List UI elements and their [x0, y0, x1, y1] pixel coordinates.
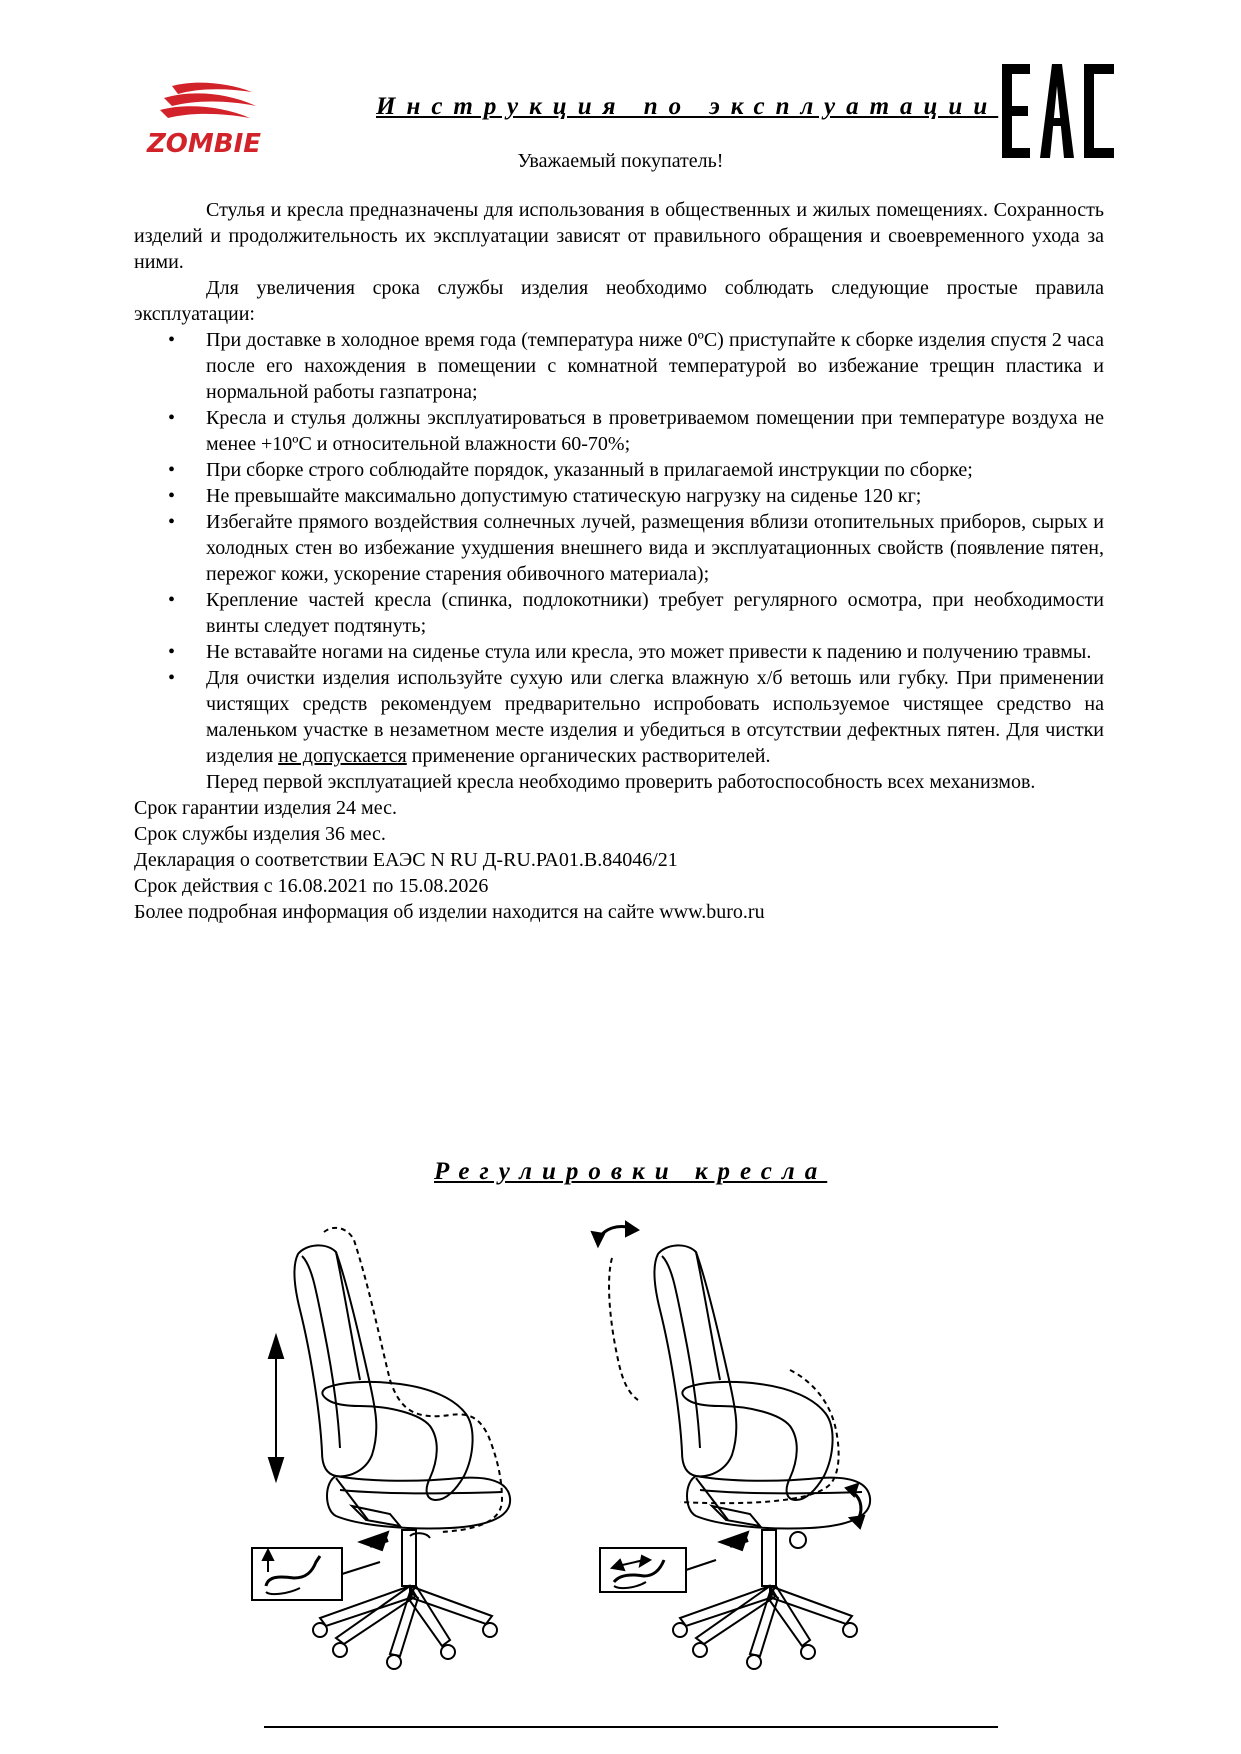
rule-item: • Не превышайте максимально допустимую статическую нагрузку на сиденье 120 кг;	[168, 485, 922, 507]
instructions-body	[134, 197, 1104, 925]
adjustments-title: Регулировки кресла	[434, 1158, 828, 1185]
page-title: Инструкция по эксплуатации	[376, 93, 999, 120]
rule-item: • Избегайте прямого воздействия солнечных лучей, размещения вблизи отопительных приборов, сырых и холодных стен во избежание ухудшения внешнего вида и эксплуатационных свойств (появление пятен, пережог кожи, ускорение старения обивочного материала);	[168, 511, 1104, 585]
bullet-icon: •	[168, 485, 176, 507]
chair-adjustment-illustrations	[240, 1220, 1020, 1685]
rule-item: • При сборке строго соблюдайте порядок, указанный в прилагаемой инструкции по сборке;	[168, 459, 973, 481]
chair-tilt-adjustment-figure	[592, 1222, 870, 1669]
bullet-icon: •	[168, 589, 176, 611]
intro-paragraph-1: Стулья и кресла предназначены для использования в общественных и жилых помещениях. Сохранность изделий и продолжительность их эксплуатации зависят от правильного обращения и своевременного ухода за ними.	[134, 199, 1104, 273]
declaration-line: Декларация о соответствии ЕАЭС N RU Д-RU.РА01.В.84046/21	[134, 849, 678, 871]
bullet-icon: •	[168, 511, 176, 533]
closing-paragraph: Перед первой эксплуатацией кресла необходимо проверить работоспособность всех механизмов.	[206, 771, 1036, 793]
rules-list	[134, 327, 1104, 769]
website-line: Более подробная информация об изделии находится на сайте www.buro.ru	[134, 901, 765, 923]
bottom-divider	[264, 1726, 998, 1728]
bullet-icon: •	[168, 459, 176, 481]
bullet-icon: •	[168, 667, 176, 689]
warranty-line: Срок гарантии изделия 24 мес.	[134, 797, 397, 819]
rule-item-cleaning: • Для очистки изделия используйте сухую или слегка влажную х/б ветошь или губку. При применении чистящих средств рекомендуем предварительно испробовать используемое чистящее средство на маленьком участке в незаметном месте изделия и убедиться в отсутствии дефектных пятен. Для чистки изделия не допускается применение органических растворителей.	[168, 667, 1104, 767]
intro-paragraph-2: Для увеличения срока службы изделия необходимо соблюдать следующие простые правила эксплуатации:	[134, 277, 1104, 325]
bullet-icon: •	[168, 641, 176, 663]
eac-certification-mark	[1000, 62, 1118, 162]
logo-text: ZOMBIE	[146, 129, 262, 159]
underlined-warning: не допускается	[278, 745, 407, 767]
chair-height-adjustment-figure	[252, 1228, 510, 1669]
rule-item: • При доставке в холодное время года (температура ниже 0ºС) приступайте к сборке изделия спустя 2 часа после его нахождения в помещении с комнатной температурой во избежание трещин пластика и нормальной работы газпатрона;	[168, 329, 1104, 403]
service-life-line: Срок службы изделия 36 мес.	[134, 823, 386, 845]
greeting: Уважаемый покупатель!	[517, 150, 724, 172]
rule-item: • Не вставайте ногами на сиденье стула или кресла, это может привести к падению и получению травмы.	[168, 641, 1092, 663]
rule-item: • Крепление частей кресла (спинка, подлокотники) требует регулярного осмотра, при необходимости винты следует подтянуть;	[168, 589, 1104, 637]
validity-line: Срок действия с 16.08.2021 по 15.08.2026	[134, 875, 489, 897]
rule-item: • Кресла и стулья должны эксплуатироваться в проветриваемом помещении при температуре воздуха не менее +10ºС и относительной влажности 60-70%;	[168, 407, 1104, 455]
bullet-icon: •	[168, 407, 176, 429]
bullet-icon: •	[168, 329, 176, 351]
